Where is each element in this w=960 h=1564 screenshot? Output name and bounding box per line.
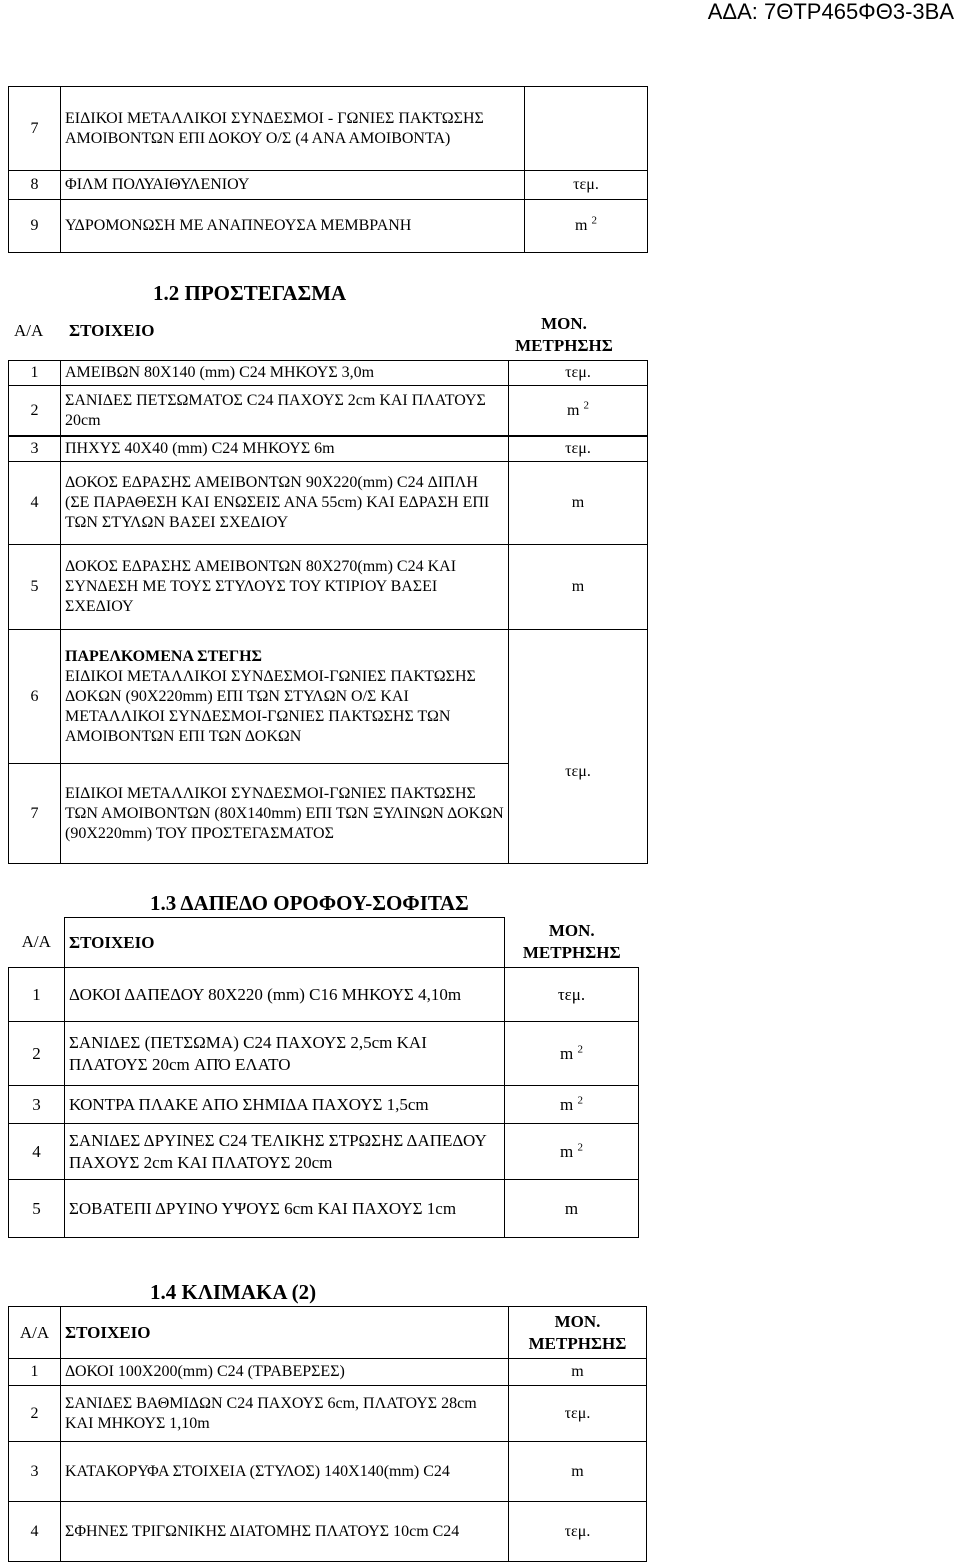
section-title: 1.3 ΔΑΠΕΔΟ ΟΡΟΦΟΥ-ΣΟΦΙΤΑΣ: [150, 891, 469, 915]
row-number: 2: [9, 1022, 65, 1086]
row-description: ΔΟΚΟΣ ΕΔΡΑΣΗΣ ΑΜΕΙΒΟΝΤΩΝ 80Χ270(mm) C24 ΚΑΙ ΣΥΝΔΕΣΗ ΜΕ ΤΟΥΣ ΣΤΥΛΟΥΣ ΤΟΥ ΚΤΙΡΙΟΥ ΒΑΣΕΙ ΣΧΕΔΙΟΥ: [61, 545, 509, 630]
row-description: ΔΟΚΟΙ 100Χ200(mm) C24 (ΤΡΑΒΕΡΣΕΣ): [61, 1359, 509, 1386]
row-description: ΣΑΝΙΔΕΣ ΒΑΘΜΙΔΩΝ C24 ΠΑΧΟΥΣ 6cm, ΠΛΑΤΟΥΣ 28cm ΚΑΙ ΜΗΚΟΥΣ 1,10m: [61, 1386, 509, 1442]
row-description: ΠΗΧΥΣ 40Χ40 (mm) C24 ΜΗΚΟΥΣ 6m: [61, 437, 509, 462]
table-row: [9, 200, 648, 253]
table-row: [9, 386, 648, 436]
header-unit-line2: ΜΕΤΡΗΣΗΣ: [528, 1333, 627, 1353]
ada-code: ΑΔΑ: 7ΘΤΡ465ΦΘ3-3ΒΑ: [707, 0, 954, 24]
row-unit: τεμ.: [525, 171, 648, 200]
table-header-row: [9, 1307, 647, 1359]
row-unit: m $^2$: [509, 386, 648, 436]
table-row: [9, 171, 648, 200]
row-description: ΣΑΝΙΔΕΣ ΠΕΤΣΩΜΑΤΟΣ C24 ΠΑΧΟΥΣ 2cm ΚΑΙ ΠΛΑΤΟΥΣ 20cm: [61, 386, 509, 436]
row-description: ΥΔΡΟΜΟΝΩΣΗ ΜΕ ΑΝΑΠΝΕΟΥΣΑ ΜΕΜΒΡΑΝΗ: [61, 200, 525, 253]
header-unit-line1: ΜΟΝ.: [554, 1311, 601, 1331]
row-number: 1: [9, 361, 61, 386]
section-12-table: [8, 360, 648, 436]
row-description: ΣΟΒΑΤΕΠΙ ΔΡΥΙΝΟ ΥΨΟΥΣ 6cm ΚΑΙ ΠΑΧΟΥΣ 1cm: [65, 1180, 505, 1238]
header-item: ΣΤΟΙΧΕΙΟ: [65, 918, 505, 968]
row-number: 8: [9, 171, 61, 200]
row-description: ΚΟΝΤΡΑ ΠΛΑΚΕ ΑΠΟ ΣΗΜΙΔΑ ΠΑΧΟΥΣ 1,5cm: [65, 1086, 505, 1124]
header-aa: Α/Α: [9, 1307, 61, 1359]
row-number: 9: [9, 200, 61, 253]
row-description: ΔΟΚΟΙ ΔΑΠΕΔΟΥ 80Χ220 (mm) C16 ΜΗΚΟΥΣ 4,10m: [65, 968, 505, 1022]
row-description: ΑΜΕΙΒΩΝ 80Χ140 (mm) C24 ΜΗΚΟΥΣ 3,0m: [61, 361, 509, 386]
row-description: ΕΙΔΙΚΟΙ ΜΕΤΑΛΛΙΚΟΙ ΣΥΝΔΕΣΜΟΙ-ΓΩΝΙΕΣ ΠΑΚΤΩΣΗΣ ΤΩΝ ΑΜΟΙΒΟΝΤΩΝ (80Χ140mm) ΕΠΙ ΤΩΝ ΞΥΛΙΝΩΝ ΔΟΚΩΝ (90Χ220mm) ΤΟΥ ΠΡΟΣΤΕΓΑΣΜΑΤΟΣ: [61, 764, 509, 864]
table-row: [9, 1359, 647, 1386]
row-unit: τεμ.: [509, 361, 648, 386]
header-unit-line2: ΜΕΤΡΗΣΗΣ: [515, 336, 613, 355]
row-description: ΕΙΔΙΚΟΙ ΜΕΤΑΛΛΙΚΟΙ ΣΥΝΔΕΣΜΟΙ - ΓΩΝΙΕΣ ΠΑΚΤΩΣΗΣ ΑΜΟΙΒΟΝΤΩΝ ΕΠΙ ΔΟΚΟΥ Ο/Σ (4 ΑΝΑ ΑΜΟΙΒΟΝΤΑ): [61, 87, 525, 171]
row-description: ΣΦΗΝΕΣ ΤΡΙΓΩΝΙΚΗΣ ΔΙΑΤΟΜΗΣ ΠΛΑΤΟΥΣ 10cm C24: [61, 1502, 509, 1562]
row-number: 1: [9, 968, 65, 1022]
section-12-table-b: [8, 436, 648, 864]
row-number: 5: [9, 545, 61, 630]
row-unit: τεμ.: [509, 630, 648, 864]
header-aa: Α/Α: [14, 321, 44, 340]
section-14-table: [8, 1306, 647, 1562]
row-description: ΔΟΚΟΣ ΕΔΡΑΣΗΣ ΑΜΕΙΒΟΝΤΩΝ 90Χ220(mm) C24 ΔΙΠΛΗ (ΣΕ ΠΑΡΑΘΕΣΗ ΚΑΙ ΕΝΩΣΕΙΣ ΑΝΑ 55cm) ΚΑΙ ΕΔΡΑΣΗ ΕΠΙ ΤΩΝ ΣΤΥΛΩΝ ΒΑΣΕΙ ΣΧΕΔΙΟΥ: [61, 462, 509, 545]
row-number: 4: [9, 462, 61, 545]
row-unit: m: [509, 462, 648, 545]
row-number: 3: [9, 1086, 65, 1124]
row-number: 3: [9, 1442, 61, 1502]
table-row: [9, 1086, 639, 1124]
header-item: ΣΤΟΙΧΕΙΟ: [69, 321, 155, 340]
row-unit: τεμ.: [505, 968, 639, 1022]
table-row: [9, 462, 648, 545]
row-number: 2: [9, 1386, 61, 1442]
table-row: [9, 1502, 647, 1562]
row-unit: m $^2$: [505, 1124, 639, 1180]
header-unit-line1: ΜΟΝ.: [541, 314, 587, 333]
table-row: [9, 87, 648, 171]
row-unit: τεμ.: [509, 1502, 647, 1562]
row-description: ΦΙΛΜ ΠΟΛΥΑΙΘΥΛΕΝΙΟΥ: [61, 171, 525, 200]
row-description-text: ΕΙΔΙΚΟΙ ΜΕΤΑΛΛΙΚΟΙ ΣΥΝΔΕΣΜΟΙ-ΓΩΝΙΕΣ ΠΑΚΤΩΣΗΣ ΔΟΚΩΝ (90Χ220mm) ΕΠΙ ΤΩΝ ΣΤΥΛΩΝ Ο/Σ ΚΑΙ ΜΕΤΑΛΛΙΚΟΙ ΣΥΝΔΕΣΜΟΙ-ΓΩΝΙΕΣ ΠΑΚΤΩΣΗΣ ΤΩΝ ΑΜΟΙΒΟΝΤΩΝ ΕΠΙ ΤΩΝ ΔΟΚΩΝ: [65, 667, 476, 745]
row-unit: m: [509, 1442, 647, 1502]
table-row: [9, 361, 648, 386]
section-title: 1.4 ΚΛΙΜΑΚΑ (2): [150, 1280, 317, 1304]
header-aa: Α/Α: [21, 932, 51, 952]
row-number: 1: [9, 1359, 61, 1386]
table-row: [9, 1180, 639, 1238]
header-unit-line2: ΜΕΤΡΗΣΗΣ: [522, 943, 621, 963]
table-row: [9, 630, 648, 764]
row-unit: m: [509, 1359, 647, 1386]
row-number: 7: [9, 87, 61, 171]
row-number: 6: [9, 630, 61, 764]
row-unit: m $^2$: [505, 1086, 639, 1124]
row-unit: m $^2$: [505, 1022, 639, 1086]
row-number: 3: [9, 437, 61, 462]
table-row: [9, 968, 639, 1022]
sub-title: ΠΑΡΕΛΚΟΜΕΝΑ ΣΤΕΓΗΣ: [65, 647, 263, 665]
table-row: [9, 1022, 639, 1086]
header-unit: [505, 918, 639, 968]
row-number: 5: [9, 1180, 65, 1238]
table-row: [9, 1386, 647, 1442]
row-number: 4: [9, 1124, 65, 1180]
header-unit-line1: ΜΟΝ.: [548, 921, 595, 941]
row-number: 4: [9, 1502, 61, 1562]
header-unit: [509, 1307, 647, 1359]
row-unit: m $^2$: [525, 200, 648, 253]
row-number: 7: [9, 764, 61, 864]
table-header-row: [9, 918, 639, 968]
row-description: ΣΑΝΙΔΕΣ (ΠΕΤΣΩΜΑ) C24 ΠΑΧΟΥΣ 2,5cm ΚΑΙ ΠΛΑΤΟΥΣ 20cm ΑΠΌ ΕΛΑΤΟ: [65, 1022, 505, 1086]
row-number: 2: [9, 386, 61, 436]
section-title: 1.2 ΠΡΟΣΤΕΓΑΣΜΑ: [153, 281, 347, 305]
row-unit: m: [509, 545, 648, 630]
table-row: [9, 437, 648, 462]
row-unit: τεμ.: [509, 437, 648, 462]
row-unit: [525, 87, 648, 171]
row-unit: m: [505, 1180, 639, 1238]
table-row: [9, 1124, 639, 1180]
header-unit: [512, 313, 616, 357]
row-unit: τεμ.: [509, 1386, 647, 1442]
section-13-table: [8, 917, 639, 1238]
row-description: ΣΑΝΙΔΕΣ ΔΡΥΙΝΕΣ C24 ΤΕΛΙΚΗΣ ΣΤΡΩΣΗΣ ΔΑΠΕΔΟΥ ΠΑΧΟΥΣ 2cm ΚΑΙ ΠΛΑΤΟΥΣ 20cm: [65, 1124, 505, 1180]
table-row: [9, 1442, 647, 1502]
header-item: ΣΤΟΙΧΕΙΟ: [61, 1307, 509, 1359]
row-description: ΚΑΤΑΚΟΡΥΦΑ ΣΤΟΙΧΕΙΑ (ΣΤΥΛΟΣ) 140Χ140(mm) C24: [61, 1442, 509, 1502]
row-description: [61, 630, 509, 764]
top-table: [8, 86, 648, 253]
table-row: [9, 545, 648, 630]
